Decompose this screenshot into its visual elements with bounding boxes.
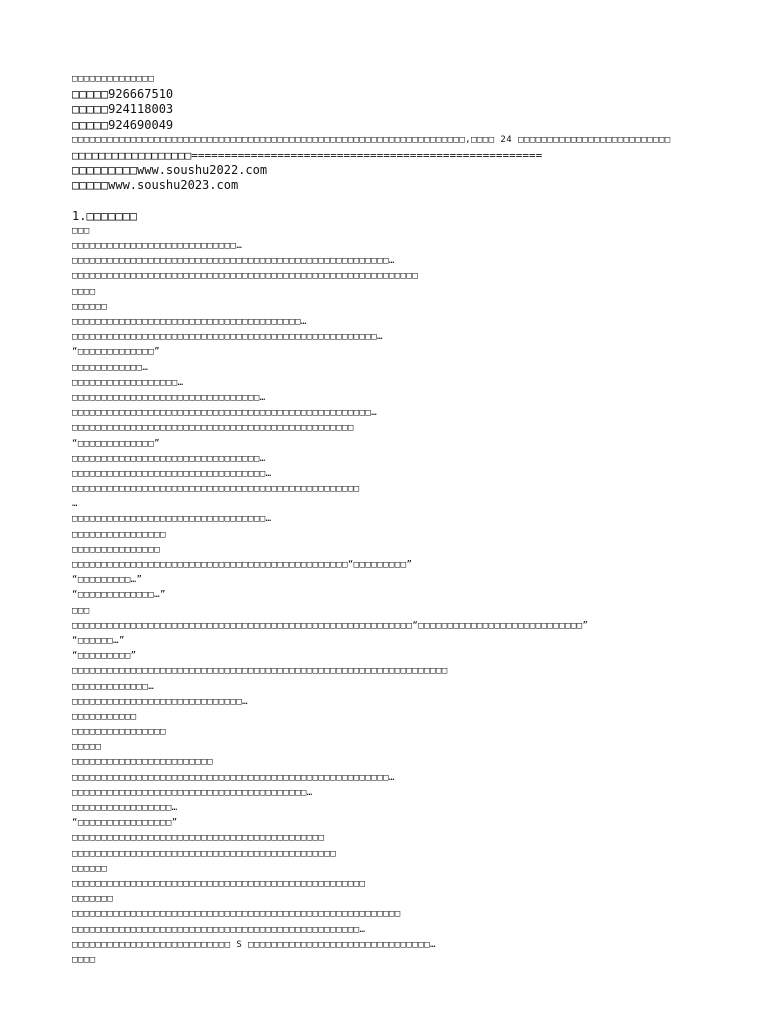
text-line: □□□□□□□□□□□□□□□□□□□□□□□□□□□□□□□□□□□□□□□□□□□□□□□□□□□□□□□□□□□□□□□□: [72, 666, 448, 677]
text-line: □□□□□□□□□□□□□□: [72, 74, 155, 84]
text-line: □□□□□□□□□□□: [72, 711, 137, 722]
text-line: □□□□□□□□□□□□□□□□□□…: [72, 377, 184, 388]
text-line: □□□□□□□□□□□□□□□□□□□□□□□□□□□□…: [72, 241, 243, 252]
text-line: □□□□□□□□□□□□□□□□□□□□□□□□□□□□□□□□□□□□□□□□…: [72, 787, 313, 798]
text-line: □□□□□□□□□□□□□□□□□□□□□□□□□□□□□□□□□□□□□□□□□□□: [72, 833, 325, 844]
text-line: “□□□□□□□□□□□□□”: [72, 438, 161, 449]
text-line: □□□□□□□□□□□□□□□□□□□□□□□□□□□ S □□□□□□□□□□□□□□□□□□□□□□□□□□□□□□□…: [72, 939, 436, 950]
text-line: □□□□□□□□□□□□□□□□□□□□□□□□□□□□□□□□□□□□□□□□□□□□□□□□□□□□…: [72, 332, 384, 343]
text-line: □□□□□□□□□□□□□□□□: [72, 727, 166, 738]
text-line: □□□□□□□□□□□□□□□□□□□□□□□□: [72, 757, 213, 768]
text-line: □□□□□924690049: [72, 117, 174, 132]
text-line: “□□□□□□□□□□□□□□□□”: [72, 818, 178, 829]
text-line: □□□□□□□□□□□□□□□□□□□□□□□□□□□□□□□□□□□□□□□□□□□□□□□□□: [72, 484, 360, 495]
text-line: □□□□□□□□□□□□□□□□□□□□□□□□□□□□□□□□□…: [72, 468, 272, 479]
text-line: □□□□□□: [72, 301, 108, 312]
text-line: □□□□□□□□□□□□□□□: [72, 544, 161, 555]
text-line: □□□□□□□□□□□□□□□□□□□□□□□□□□□□□□□□□□□□□□□…: [72, 317, 307, 327]
text-line: □□□□□□□□□□□□□□□□□□□□□□□□□□□□□□□□…: [72, 392, 266, 403]
text-line: □□□□□www.soushu2023.com: [72, 178, 239, 193]
text-line: □□□□□□□□□□□□□□□□□□□□□□□□□□□□□□□□□□□□□□□□□□□□□□□□□□□□□□…: [72, 256, 395, 267]
text-line: □□□□□□□□□□□□□□□□□□□□□□□□□□□□□□□□…: [72, 453, 266, 464]
text-line: “□□□□□□□□□□□□□…”: [72, 590, 166, 601]
text-line: □□□□□□□□□□□□□□□□□□□□□□□□□□□□□□□□□□□□□□□□□□□□□□□□□□□…: [72, 408, 378, 419]
text-line: “□□□□□□□□□…”: [72, 575, 143, 586]
text-line: □□□□□□□□□□□□□□□□□□□□□□□□□□□□□□□□□□□□□□□□□□□□□□□□: [72, 423, 354, 434]
text-line: □□□: [72, 225, 90, 236]
text-line: □□□□: [72, 954, 96, 965]
text-line: □□□□□□□□□□□□□□□□: [72, 529, 166, 540]
text-line: □□□□□□□□□□□□□□□□□□□□□□□□□□□□□□□□□…: [72, 514, 272, 525]
text-line: □□□□□924118003: [72, 102, 174, 117]
text-line: □□□□□□□□□□□□□□□□□□□□□□□□□□□□□□□□□□□□□□□□□□□□□□□□□□□□□□…: [72, 772, 395, 783]
text-line: □□□□□□□□□□□□□□□□□□□□□□□□□□□□□□□□□□□□□□□□□□□□□□□□□□□□□□□□□□□: [72, 271, 419, 282]
text-line: 1.□□□□□□□: [72, 208, 138, 223]
text-line: □□□□□□□□□□□□…: [72, 362, 149, 373]
text-line: “□□□□□□□□□”: [72, 651, 137, 662]
text-line: □□□□□□□□□□□□□□□□□□□□□□□□□□□□□□□□□□□□□□□□□□□□□□□□□□□□□□□□: [72, 909, 401, 920]
text-line: □□□□□□□□□□□□□□□□□□□□□□□□□□□□□□□□□□□□□□□□□□□□□□□□□□: [72, 878, 366, 889]
text-line: □□□□□□□□□□□□□□□□□□=====================================================: [72, 148, 543, 162]
text-line: □□□□□□: [72, 863, 108, 874]
text-line: □□□□□926667510: [72, 87, 174, 102]
text-line: □□□□: [72, 286, 96, 297]
text-line: □□□□□□□□□□□□□□□□□…: [72, 803, 178, 813]
text-line: □□□□□□□□□□□□□□□□□□□□□□□□□□□□□□□□□□□□□□□□□□□□□□□□□□□□□□□□□□“□□□□□□□□□□□□□□□□□□□□□□□□□□□□”: [72, 620, 589, 631]
blank-line: [72, 194, 728, 209]
text-line: “□□□□□□□□□□□□□”: [72, 347, 161, 358]
text-line: □□□□□□□: [72, 894, 114, 905]
text-line: □□□□□□□□□□□□□…: [72, 681, 155, 692]
text-line: □□□□□□□□□□□□□□□□□□□□□□□□□□□□□□□□□□□□□□□□□□□□□□□□□□□□□□□□□□□□□□□□□□□,□□□□ 24 □□□□□□□□□□□□□□□□□□□□□□□□□□: [72, 134, 671, 145]
text-line: □□□□□□□□□□□□□□□□□□□□□□□□□□□□□□□□□□□□□□□□□□□□□: [72, 848, 337, 859]
text-line: □□□□□□□□□□□□□□□□□□□□□□□□□□□□□…: [72, 696, 249, 707]
text-line: “□□□□□□…”: [72, 635, 125, 646]
text-line: □□□□□□□□□□□□□□□□□□□□□□□□□□□□□□□□□□□□□□□□□□□□□□□“□□□□□□□□□”: [72, 560, 413, 570]
text-line: …: [72, 499, 78, 510]
text-line: □□□□□: [72, 742, 102, 753]
text-line: □□□□□□□□□www.soushu2022.com: [72, 163, 268, 178]
text-line: □□□□□□□□□□□□□□□□□□□□□□□□□□□□□□□□□□□□□□□□□□□□□□□□□…: [72, 924, 366, 935]
text-line: □□□: [72, 605, 90, 616]
